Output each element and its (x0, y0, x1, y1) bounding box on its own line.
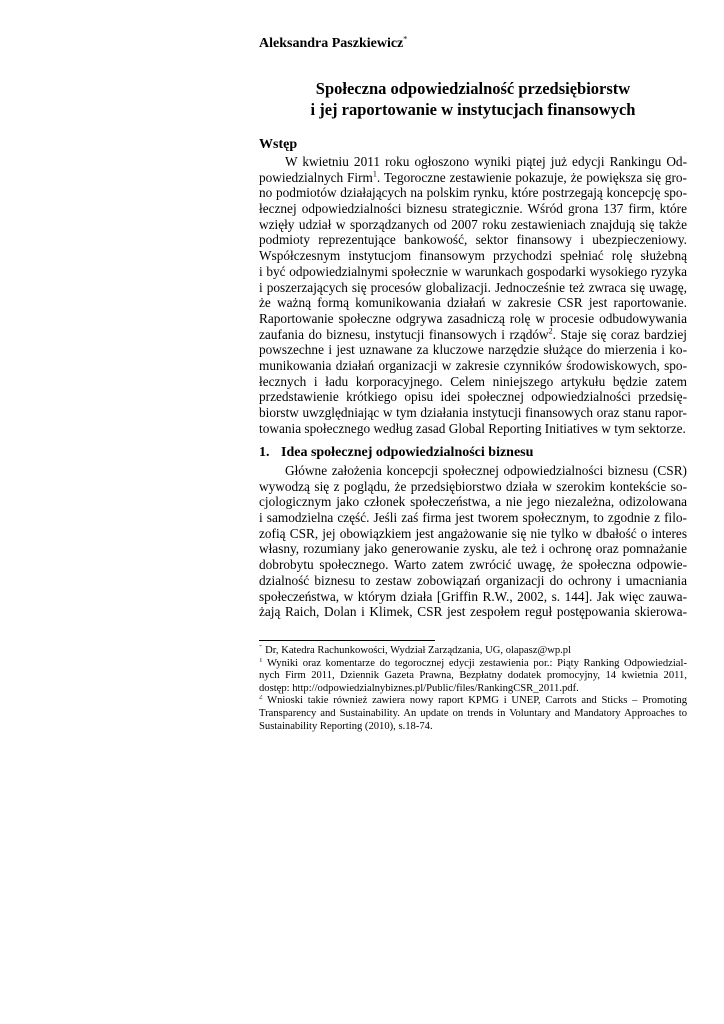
intro-paragraph (259, 154, 687, 436)
section-1-paragraph (259, 463, 687, 620)
footnote-author-mark: * (259, 645, 263, 651)
intro-line: podmioty reprezentujące bankowość, sektor finansowy i ubezpieczeniowy. (259, 232, 687, 248)
intro-line: i poszerzających się procesów globalizacji. Jednocześnie też zwraca się uwagę, (259, 279, 687, 295)
footnote-1-line: $^1$ Wyniki oraz komentarze do tegorocznej edycji zestawienia por.: Piąty Ranking Odpowiedzial- (259, 658, 687, 671)
section-1-heading (259, 444, 533, 462)
footnote-ref-1: 1 (372, 169, 377, 179)
footnotes (259, 645, 687, 733)
intro-heading: Wstęp (259, 137, 298, 152)
footnote-2-line: $^2$ Wnioski takie również zawiera nowy raport KPMG i UNEP, Carrots and Sticks – Promoting (259, 695, 687, 708)
section-1-number: 1. (259, 445, 270, 460)
footnote-2-line: Sustainability Reporting (2010), s.18-74. (259, 720, 433, 732)
section-1-line: społeczeństwa, w którym działa [Griffin R.W., 2002, s. 144]. Jak więc zauwa- (259, 588, 687, 604)
intro-line: Współczesnym instytucjom finansowym przychodzi spełniać rolę służebną (259, 248, 687, 264)
author-name-text: Aleksandra Paszkiewicz (259, 36, 404, 51)
title-line-1: Społeczna odpowiedzialność przedsiębiorstw (315, 79, 631, 98)
section-1-line: żają Raich, Dolan i Klimek, CSR jest zespołem reguł postępowania skierowa- (259, 604, 687, 620)
footnote-ref-2: 2 (548, 326, 553, 336)
section-1-line: wywodzą się z poglądu, że przedsiębiorstwo działa w szerokim kontekście so- (259, 478, 687, 494)
section-1-line: własny, rozumiany jako generowanie zysku, ale też i ochronę oraz pomnażanie (259, 541, 687, 557)
section-1-line: i samodzielna część. Jeśli zaś firma jest tworem społecznym, to zgodnie z filo- (259, 510, 687, 526)
intro-line: biorstw uwzględniając w tym działania instytucji finansowych oraz stanu rapor- (259, 405, 687, 420)
section-1-line: cjologicznym jako członek społeczeństwa, a nie jego niezależna, odizolowana (259, 494, 687, 510)
title-line-2: i jej raportowanie w instytucjach finansowych (310, 100, 636, 119)
intro-line: zaufania do biznesu, instytucji finansowych i rządów$^2$. Staje się coraz bardziej (259, 326, 687, 342)
intro-line: towania społecznego według zasad Global Reporting Initiatives w tym sektorze. (259, 420, 686, 436)
footnote-2-line: Transparency and Sustainability. An update on trends in Voluntary and Mandatory Approaches to (259, 707, 687, 719)
article-title (259, 78, 687, 120)
author-footnote-mark: * (403, 34, 408, 44)
intro-line: powszechne i jest uznawane za kluczowe narzędzie służące do mierzenia i ko- (259, 342, 687, 358)
intro-line: no podmiotów działających na polskim rynku, które postrzegają koncepcję spo- (259, 185, 687, 201)
footnote-2-mark: 2 (259, 695, 263, 701)
intro-line: powiedzialnych Firm$^1$. Tegoroczne zestawienie pokazuje, że powiększa się gro- (259, 169, 687, 185)
intro-line: Raportowanie społeczne odgrywa zasadniczą rolę w procesie odbudowywania (259, 310, 687, 326)
intro-line: że ważną formą komunikowania działań w zakresie CSR jest raportowanie. (259, 295, 687, 311)
section-1-title: Idea społecznej odpowiedzialności biznesu (281, 445, 534, 460)
footnote-1-line: nych Firm 2011, Dziennik Gazeta Prawna, Bezpłatny dodatek promocyjny, 14 kwietnia 2011, (259, 670, 687, 682)
footnote-1-line: dostęp: http://odpowiedzialnybiznes.pl/Public/files/RankingCSR_2011.pdf. (259, 682, 579, 694)
intro-line: i być odpowiedzialnymi społecznie w warunkach gospodarki wysokiego ryzyka (259, 263, 687, 279)
section-1-line: zofią CSR, jej obowiązkiem jest angażowanie się nie tylko w dbałość o interes (259, 525, 687, 541)
section-1-line: Główne założenia koncepcji społecznej odpowiedzialności biznesu (CSR) (285, 463, 687, 478)
intro-line: łecznych i ładu korporacyjnego. Celem niniejszego artykułu będzie zatem (259, 373, 687, 389)
section-1-line: dzialność biznesu to zestaw zobowiązań organizacji do ochrony i umacniania (259, 572, 687, 588)
intro-line: przedstawienie krótkiego opisu idei społecznej odpowiedzialności przedsię- (259, 389, 687, 405)
author-name (259, 35, 407, 53)
intro-line: munikowania działań organizacji w zakresie czynników środowiskowych, spo- (259, 357, 687, 373)
intro-line: wzięły udział w sporządzanych od 2007 roku zestawieniach znajdują się także (259, 216, 687, 232)
footnote-1-mark: 1 (259, 657, 263, 664)
footnote-author: * Dr, Katedra Rachunkowości, Wydział Zarządzania, UG, olapasz@wp.pl (259, 645, 687, 658)
footnote-separator (259, 640, 435, 641)
intro-line: łecznej odpowiedzialności biznesu strategicznie. Wśród grona 137 firm, które (259, 201, 687, 217)
section-1-line: dobrobytu społecznego. Warto zatem zwrócić uwagę, że społeczna odpowie- (259, 557, 687, 573)
intro-line: W kwietniu 2011 roku ogłoszono wyniki piątej już edycji Rankingu Od- (285, 154, 687, 169)
